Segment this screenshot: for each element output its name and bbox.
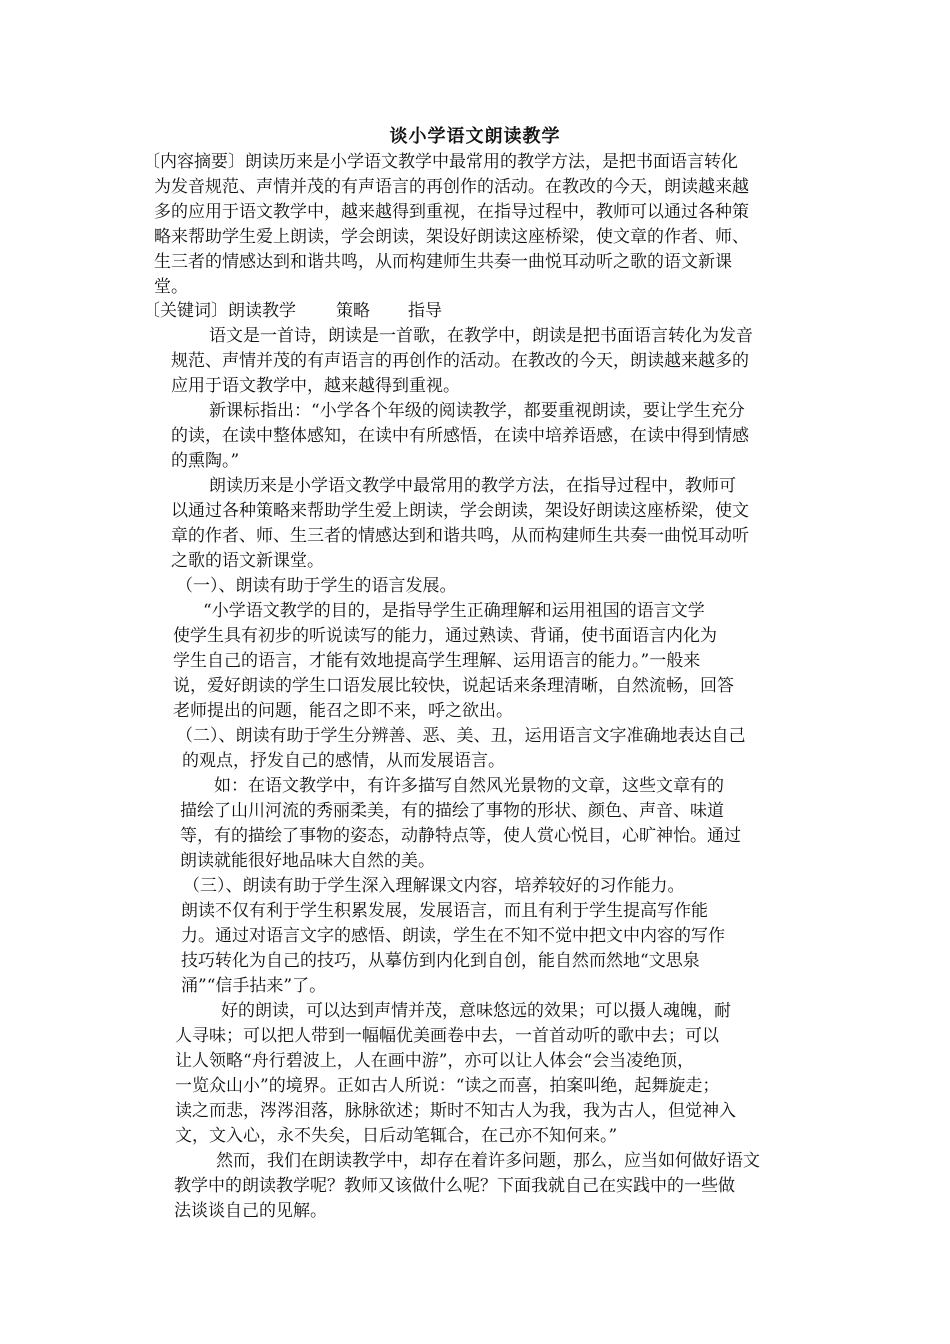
abstract-line: 略来帮助学生爱上朗读，学会朗读，架设好朗读这座桥梁，使文章的作者、师、 — [154, 227, 749, 247]
paragraph-line: 说，爱好朗读的学生口语发展比较快，说起话来条理清晰，自然流畅，回答 — [173, 676, 734, 696]
abstract-line: 为发音规范、声情并茂的有声语言的再创作的活动。在教改的今天，朗读越来越 — [154, 177, 749, 197]
paragraph — [171, 324, 811, 399]
abstract-block — [143, 150, 809, 300]
paragraph-line: 读之而悲，涔涔泪落，脉脉欲述；斯时不知古人为我，我为古人，但觉神入 — [175, 1101, 736, 1121]
paragraph — [174, 1149, 814, 1224]
abstract-line: 多的应用于语文教学中，越来越得到重视，在指导过程中，教师可以通过各种策 — [154, 202, 749, 222]
paragraph-line: 一览众山小”的境界。正如古人所说：“读之而喜，拍案叫绝，起舞旋走； — [175, 1076, 720, 1096]
paragraph-line: “小学语文教学的目的，是指导学生正确理解和运用祖国的语言文学 — [203, 601, 705, 621]
paragraph-line: 规范、声情并茂的有声语言的再创作的活动。在教改的今天，朗读越来越多的 — [171, 351, 749, 371]
section-heading-1 — [176, 574, 796, 599]
keyword: 指导 — [408, 301, 442, 321]
section-heading-line: 的观点，抒发自己的感情，从而发展语言。 — [182, 751, 505, 771]
paragraph-line: 老师提出的问题，能召之即不来，呼之欲出。 — [173, 701, 513, 721]
paragraph — [181, 899, 801, 999]
paragraph-line: 语文是一首诗，朗读是一首歌，在教学中，朗读是把书面语言转化为发音 — [209, 326, 753, 346]
section-heading-2 — [176, 724, 796, 774]
paragraph-line: 力。通过对语言文字的感悟、朗读，学生在不知不觉中把文中内容的写作 — [181, 926, 725, 946]
section-heading-3 — [183, 874, 803, 899]
keywords-line — [143, 299, 809, 324]
paragraph-line: 的熏陶。” — [171, 451, 240, 471]
paragraph-line: 等，有的描绘了事物的姿态，动静特点等，使人赏心悦目，心旷神怡。通过 — [180, 826, 741, 846]
paragraph-line: 章的作者、师、生三者的情感达到和谐共鸣，从而构建师生共奏一曲悦耳动听 — [171, 526, 749, 546]
paragraph-line: 好的朗读，可以达到声情并茂，意味悠远的效果；可以摄人魂魄，耐 — [221, 1001, 731, 1021]
paragraph-line: 描绘了山川河流的秀丽柔美，有的描绘了事物的形状、颜色、声音、味道 — [180, 801, 724, 821]
document-title: 谈小学语文朗读教学 — [389, 126, 561, 147]
paragraph-line: 朗读历来是小学语文教学中最常用的教学方法，在指导过程中，教师可 — [209, 476, 736, 496]
keywords-label: 〔关键词〕 — [143, 301, 228, 321]
paragraph-line: 应用于语文教学中，越来越得到重视。 — [171, 376, 460, 396]
paragraph-line: 如：在语文教学中，有许多描写自然风光景物的文章，这些文章有的 — [214, 776, 724, 796]
paragraph-line: 然而，我们在朗读教学中，却存在着许多问题，那么，应当如何做好语文 — [216, 1151, 760, 1171]
paragraph-line: 文，文入心，永不失矣，日后动笔辄合，在己亦不知何来。” — [175, 1126, 618, 1146]
paragraph-line: 让人领略“舟行碧波上，人在画中游”，亦可以让人体会“会当凌绝顶， — [175, 1051, 695, 1071]
paragraph — [171, 399, 811, 474]
paragraph-line: 朗读不仅有利于学生积累发展，发展语言，而且有利于学生提高写作能 — [181, 901, 708, 921]
paragraph-line: 朗读就能很好地品味大自然的美。 — [180, 851, 435, 871]
paragraph-line: 技巧转化为自己的技巧，从摹仿到内化到自创，能自然而然地“文思泉 — [181, 951, 700, 971]
paragraph — [171, 474, 811, 574]
abstract-line: 生三者的情感达到和谐共鸣，从而构建师生共奏一曲悦耳动听之歌的语文新课 — [154, 252, 732, 272]
paragraph-line: 法谈谈自己的见解。 — [174, 1201, 327, 1221]
paragraph-line: 之歌的语文新课堂。 — [171, 551, 324, 571]
keyword: 朗读教学 — [228, 301, 296, 321]
section-heading-line: （二）、朗读有助于学生分辨善、恶、美、丑，运用语言文字准确地表达自己 — [176, 726, 746, 746]
section-heading-line: （三）、朗读有助于学生深入理解课文内容，培养较好的习作能力。 — [183, 876, 685, 896]
paragraph-line: 涌”“信手拈来”了。 — [181, 976, 327, 996]
abstract-line: 堂。 — [154, 277, 188, 297]
paragraph-line: 的读，在读中整体感知，在读中有所感悟，在读中培养语感，在读中得到情感 — [171, 426, 749, 446]
paragraph-line: 学生自己的语言，才能有效地提高学生理解、运用语言的能力。”一般来 — [173, 651, 701, 671]
paragraph-line: 使学生具有初步的听说读写的能力，通过熟读、背诵，使书面语言内化为 — [173, 626, 717, 646]
paragraph — [175, 999, 795, 1149]
section-heading-line: （一）、朗读有助于学生的语言发展。 — [176, 576, 457, 596]
paragraph-line: 以通过各种策略来帮助学生爱上朗读，学会朗读，架设好朗读这座桥梁，使文 — [171, 501, 749, 521]
abstract-line: 〔内容摘要〕朗读历来是小学语文教学中最常用的教学方法，是把书面语言转化 — [143, 152, 738, 172]
paragraph — [173, 599, 793, 724]
paragraph-line: 教学中的朗读教学呢？教师又该做什么呢？下面我就自己在实践中的一些做 — [174, 1176, 735, 1196]
paragraph-line: 新课标指出：“小学各个年级的阅读教学，都要重视朗读，要让学生充分 — [209, 401, 745, 421]
paragraph — [180, 774, 800, 874]
paragraph-line: 人寻味；可以把人带到一幅幅优美画卷中去，一首首动听的歌中去；可以 — [175, 1026, 719, 1046]
keyword: 策略 — [336, 301, 370, 321]
